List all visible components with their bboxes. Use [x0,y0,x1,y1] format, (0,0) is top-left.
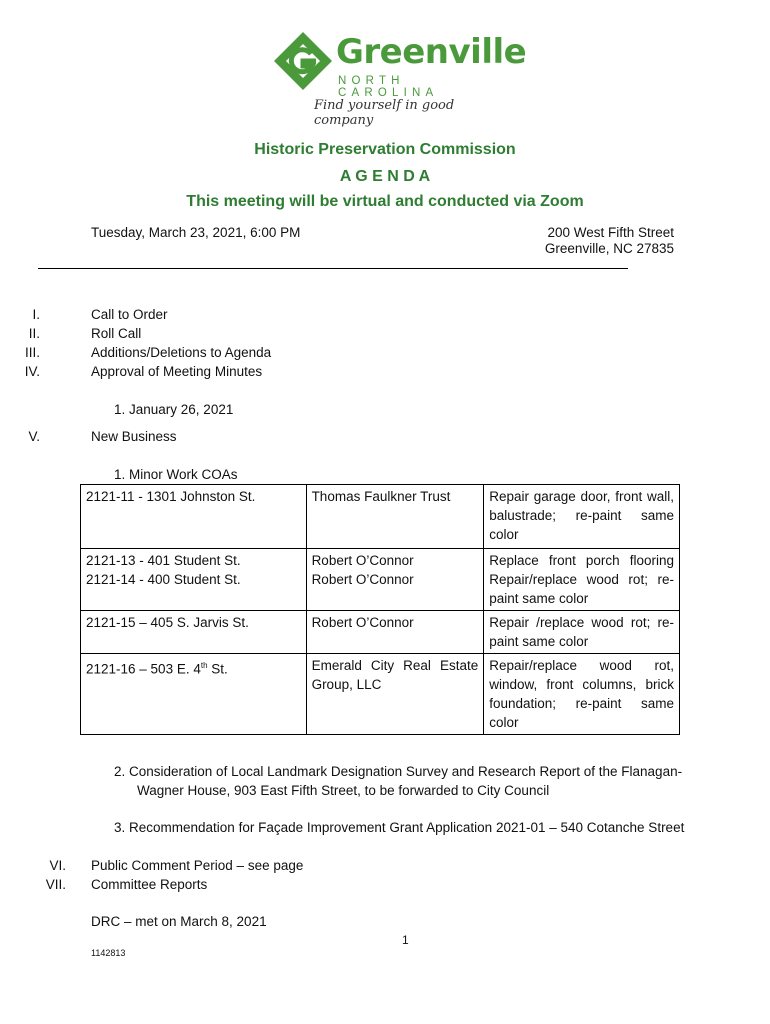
drc-report: DRC – met on March 8, 2021 [91,914,267,929]
greenville-g-icon [272,30,334,92]
coa-applicant: Robert O’Connor [306,611,484,654]
agenda-item-2-num: II. [28,326,40,341]
agenda-item-5-text: New Business [91,429,177,444]
agenda-item-3-text: Additions/Deletions to Agenda [91,345,272,360]
title-agenda: A G E N D A [339,168,431,185]
coa-applicant: Emerald City Real Estate Group, LLC [306,654,484,735]
title-commission: Historic Preservation Commission [254,141,516,158]
address-line2: Greenville, NC 27835 [544,241,674,256]
document-id: 1142813 [91,948,126,958]
table-row [81,611,680,654]
coa-description: Repair/replace wood rot, window, front columns, brick foundation; re-paint same color [484,654,680,735]
coa-case-line: 2121-14 - 400 Student St. [86,572,241,587]
coa-case: 2121-11 - 1301 Johnston St. [81,485,307,549]
header-divider [38,268,628,269]
coa-applicant [306,549,484,611]
address-line1: 200 West Fifth Street [547,225,674,240]
agenda-item-4-num: IV. [24,364,40,379]
logo [270,30,527,128]
agenda-item-1-num: I. [32,307,40,322]
logo-tagline: Find yourself in good company [314,98,455,128]
agenda-item-6-text: Public Comment Period – see page [91,858,304,873]
coa-case [81,549,307,611]
agenda-item-5-num: V. [28,429,40,444]
minutes-sub-item: 1. January 26, 2021 [114,402,234,417]
logo-subtitle: NORTH CAROLINA [338,75,439,99]
coa-applicant-line: Robert O’Connor [311,572,414,587]
agenda-item-4-text: Approval of Meeting Minutes [91,364,263,379]
new-business-item-3: 3. Recommendation for Façade Improvement Grant Application 2021-01 – 540 Cotanche Street [114,820,685,835]
new-business-item-2-line1: 2. Consideration of Local Landmark Designation Survey and Research Report of the Flanagan- [114,764,683,779]
title-zoom: This meeting will be virtual and conducted via Zoom [186,193,584,210]
meeting-date-time: Tuesday, March 23, 2021, 6:00 PM [91,225,301,240]
agenda-item-7-text: Committee Reports [91,877,208,892]
coa-applicant-line: Robert O’Connor [311,553,414,568]
new-business-item-2-line2: Wagner House, 903 East Fifth Street, to be forwarded to City Council [137,783,550,798]
coa-case-text-end: St. [207,661,228,677]
coa-applicant: Thomas Faulkner Trust [306,485,484,549]
coa-case: 2121-15 – 405 S. Jarvis St. [81,611,307,654]
ordinal-suffix: th [200,661,208,670]
table-row [81,549,680,611]
agenda-item-2-text: Roll Call [91,326,142,341]
coa-description: Repair garage door, front wall, balustrade; re-paint same color [484,485,680,549]
coa-table [80,484,680,735]
logo-name: Greenville [336,32,527,72]
agenda-item-6-num: VI. [49,858,66,873]
coa-case-line: 2121-13 - 401 Student St. [86,553,241,568]
table-row [81,654,680,735]
coa-case-text: 2121-16 – 503 E. 4 [86,661,201,677]
coa-description: Replace front porch flooring Repair/replace wood rot; re-paint same color [484,549,680,611]
coa-case [81,654,307,735]
coa-description: Repair /replace wood rot; re-paint same color [484,611,680,654]
minor-work-heading: 1. Minor Work COAs [114,467,238,482]
page-number: 1 [402,933,409,947]
table-row [81,485,680,549]
agenda-item-7-num: VII. [45,877,66,892]
agenda-item-1-text: Call to Order [91,307,168,322]
agenda-item-3-num: III. [24,345,40,360]
